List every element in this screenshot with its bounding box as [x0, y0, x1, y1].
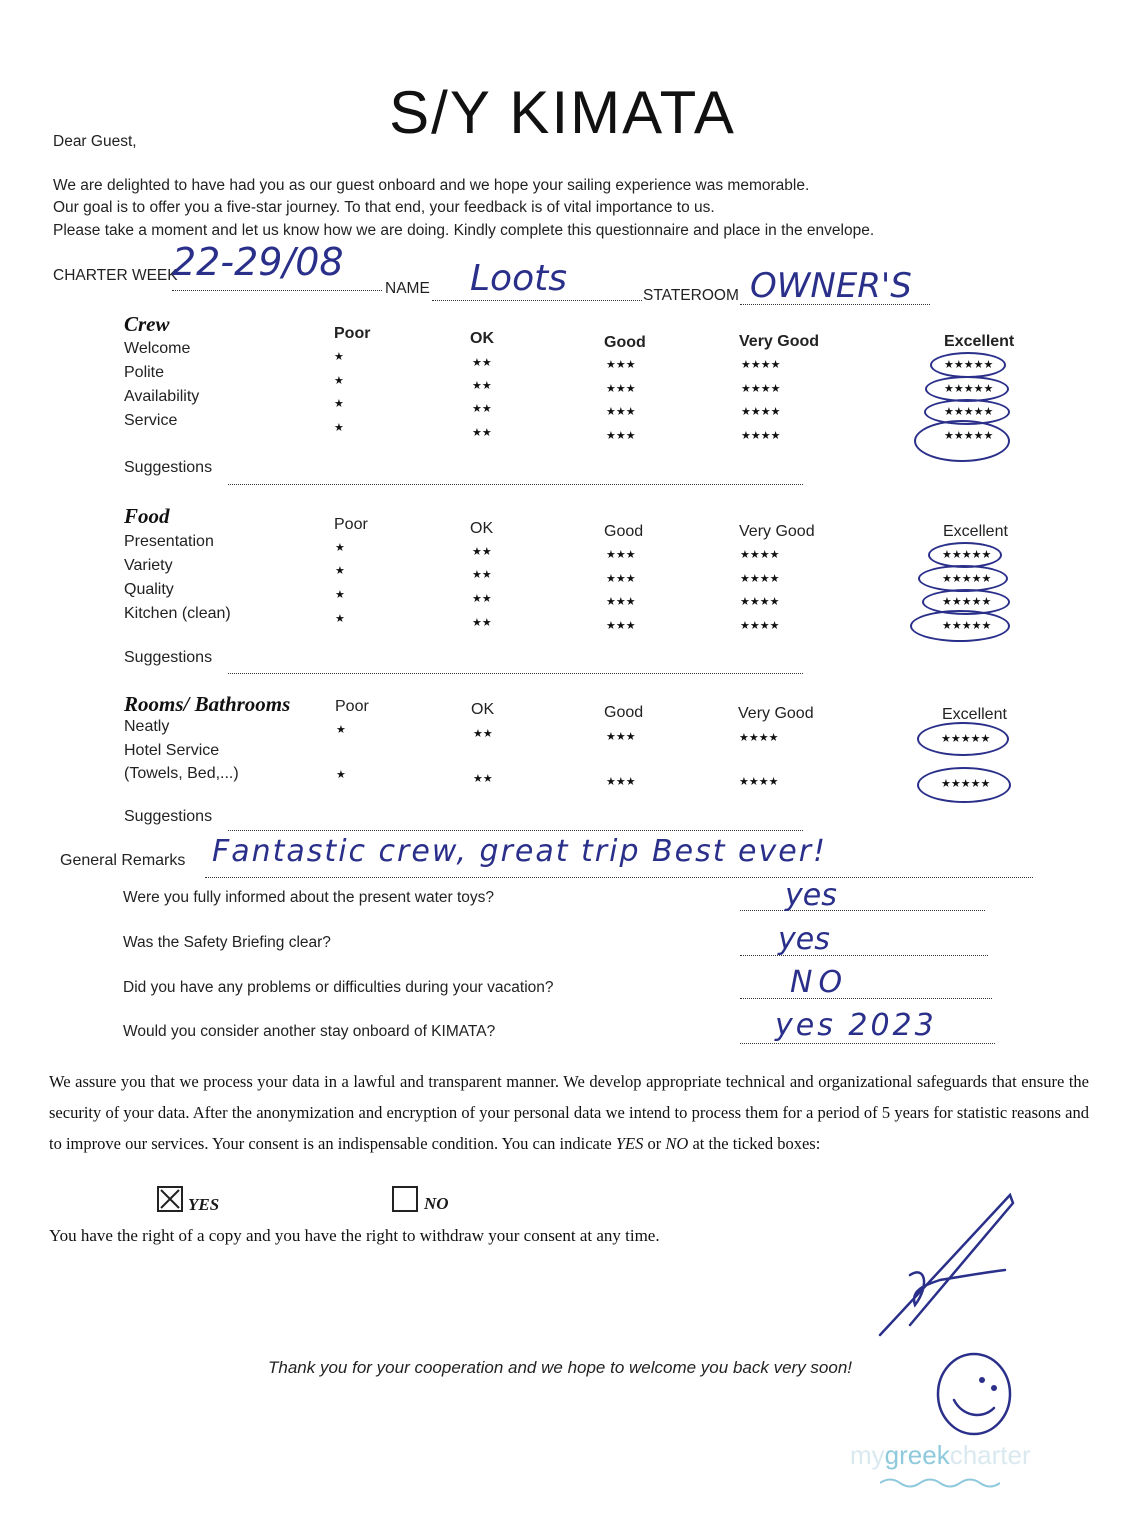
rating-very-good[interactable]: ★★★★: [739, 776, 779, 788]
rating-very-good[interactable]: ★★★★: [741, 359, 781, 371]
stateroom-value[interactable]: OWNER'S: [750, 266, 912, 306]
rating-very-good[interactable]: ★★★★: [740, 596, 780, 608]
form-title: S/Y KIMATA: [389, 79, 736, 146]
rating-poor[interactable]: ★: [334, 375, 344, 387]
rating-ok[interactable]: ★★: [473, 773, 493, 785]
rating-excellent[interactable]: ★★★★★: [941, 733, 991, 745]
row-label-hotel-service: Hotel Service: [124, 742, 220, 759]
rating-excellent[interactable]: ★★★★★: [942, 620, 992, 632]
col-poor: Poor: [334, 516, 368, 533]
row-label-quality: Quality: [124, 581, 174, 598]
checkbox-x-mark-icon: [159, 1188, 181, 1210]
rating-very-good[interactable]: ★★★★: [741, 430, 781, 442]
row-label-welcome: Welcome: [124, 340, 191, 357]
charter-week-line: [172, 290, 382, 291]
col-very-good: Very Good: [738, 705, 814, 722]
col-ok: OK: [470, 330, 494, 347]
col-poor: Poor: [335, 698, 369, 715]
rating-good[interactable]: ★★★: [606, 596, 636, 608]
rating-good[interactable]: ★★★: [606, 731, 636, 743]
question-water-toys: Were you fully informed about the present water toys?: [123, 889, 495, 906]
consent-or: or: [643, 1134, 666, 1153]
consent-tail: at the ticked boxes:: [688, 1134, 821, 1153]
charter-week-value[interactable]: 22-29/08: [172, 240, 344, 284]
suggestions-line-rooms[interactable]: [228, 830, 803, 831]
rating-good[interactable]: ★★★: [606, 383, 636, 395]
rating-poor[interactable]: ★: [335, 613, 345, 625]
answer-another-stay[interactable]: yes 2023: [775, 1008, 937, 1043]
suggestions-label-crew: Suggestions: [124, 459, 213, 476]
selection-circle: [914, 420, 1010, 462]
consent-no-word: NO: [665, 1134, 689, 1153]
name-value[interactable]: Loots: [470, 258, 567, 299]
watermark-prefix: my: [850, 1440, 885, 1470]
suggestions-line-crew[interactable]: [228, 484, 803, 485]
rating-very-good[interactable]: ★★★★: [739, 732, 779, 744]
col-very-good: Very Good: [739, 333, 820, 350]
rating-very-good[interactable]: ★★★★: [740, 573, 780, 585]
selection-circle: [918, 565, 1008, 592]
row-label-presentation: Presentation: [124, 533, 214, 550]
consent-yes-word: YES: [615, 1134, 644, 1153]
rating-excellent[interactable]: ★★★★★: [942, 573, 992, 585]
answer-line: [740, 910, 985, 911]
selection-circle: [917, 722, 1009, 756]
section-title-crew: Crew: [124, 312, 170, 336]
rating-excellent[interactable]: ★★★★★: [944, 359, 994, 371]
rating-good[interactable]: ★★★: [606, 406, 636, 418]
general-remarks-value[interactable]: Fantastic crew, great trip Best ever!: [212, 834, 828, 869]
rating-excellent[interactable]: ★★★★★: [944, 406, 994, 418]
consent-yes-label: YES: [188, 1195, 220, 1214]
row-label-availability: Availability: [124, 388, 200, 405]
row-label-towels-bed: (Towels, Bed,...): [124, 765, 239, 782]
rating-excellent[interactable]: ★★★★★: [942, 549, 992, 561]
thanks-message: Thank you for your cooperation and we hope to welcome you back very soon!: [268, 1358, 853, 1377]
row-label-polite: Polite: [124, 364, 165, 381]
rating-poor[interactable]: ★: [335, 589, 345, 601]
rating-ok[interactable]: ★★: [472, 617, 492, 629]
stateroom-label: STATEROOM: [643, 287, 739, 304]
intro-line-3: Please take a moment and let us know how we are doing. Kindly complete this questionnaire and place in the envelope.: [53, 222, 875, 239]
rating-ok[interactable]: ★★: [472, 380, 492, 392]
general-remarks-label: General Remarks: [60, 852, 186, 869]
rating-ok[interactable]: ★★: [472, 569, 492, 581]
question-another-stay: Would you consider another stay onboard of KIMATA?: [123, 1023, 496, 1040]
name-line: [432, 300, 642, 301]
answer-line: [740, 998, 992, 999]
col-poor: Poor: [334, 325, 371, 342]
intro-line-1: We are delighted to have had you as our guest onboard and we hope your sailing experience was memorable.: [53, 177, 810, 194]
rating-good[interactable]: ★★★: [606, 549, 636, 561]
col-very-good: Very Good: [739, 523, 815, 540]
row-label-variety: Variety: [124, 557, 173, 574]
rating-very-good[interactable]: ★★★★: [740, 549, 780, 561]
suggestions-label-rooms: Suggestions: [124, 808, 213, 825]
suggestions-label-food: Suggestions: [124, 649, 213, 666]
selection-circle: [910, 610, 1010, 642]
rating-very-good[interactable]: ★★★★: [740, 620, 780, 632]
watermark-logo: [850, 1440, 1031, 1471]
answer-water-toys[interactable]: yes: [785, 878, 837, 913]
col-excellent: Excellent: [943, 523, 1008, 540]
rating-poor[interactable]: ★: [334, 398, 344, 410]
col-good: Good: [604, 334, 646, 351]
intro-line-2: Our goal is to offer you a five-star journey. To that end, your feedback is of vital importance to us.: [53, 199, 715, 216]
row-label-service: Service: [124, 412, 178, 429]
rating-ok[interactable]: ★★: [472, 357, 492, 369]
watermark-suffix: charter: [949, 1440, 1031, 1470]
rating-very-good[interactable]: ★★★★: [741, 406, 781, 418]
col-excellent: Excellent: [942, 706, 1007, 723]
watermark-brand: greek: [884, 1440, 950, 1470]
rating-poor[interactable]: ★: [335, 565, 345, 577]
section-title-food: Food: [124, 504, 170, 528]
selection-circle: [917, 767, 1011, 803]
rating-good[interactable]: ★★★: [606, 359, 636, 371]
consent-paragraph: [49, 1066, 1089, 1159]
rating-very-good[interactable]: ★★★★: [741, 383, 781, 395]
col-good: Good: [604, 704, 644, 721]
rating-good[interactable]: ★★★: [606, 430, 636, 442]
col-excellent: Excellent: [944, 333, 1015, 350]
rating-ok[interactable]: ★★: [472, 546, 492, 558]
answer-safety-briefing[interactable]: yes: [778, 922, 830, 957]
row-label-kitchen: Kitchen (clean): [124, 605, 231, 622]
greeting: Dear Guest,: [53, 133, 137, 150]
answer-problems[interactable]: NO: [790, 965, 849, 1000]
rating-excellent[interactable]: ★★★★★: [942, 596, 992, 608]
signature: [870, 1185, 1030, 1345]
consent-no-label: NO: [424, 1194, 449, 1213]
rating-ok[interactable]: ★★: [472, 403, 492, 415]
charter-week-label: CHARTER WEEK: [53, 267, 178, 284]
rating-ok[interactable]: ★★: [472, 593, 492, 605]
rating-poor[interactable]: ★: [334, 351, 344, 363]
rating-poor[interactable]: ★: [335, 542, 345, 554]
rating-poor[interactable]: ★: [336, 724, 346, 736]
name-label: NAME: [385, 280, 430, 297]
row-label-neatly: Neatly: [124, 718, 170, 735]
rating-good[interactable]: ★★★: [606, 776, 636, 788]
rating-ok[interactable]: ★★: [473, 728, 493, 740]
col-ok: OK: [470, 520, 494, 537]
rating-good[interactable]: ★★★: [606, 620, 636, 632]
rating-excellent[interactable]: ★★★★★: [944, 430, 994, 442]
rating-excellent[interactable]: ★★★★★: [944, 383, 994, 395]
question-safety-briefing: Was the Safety Briefing clear?: [123, 934, 331, 951]
watermark-wave-icon: [880, 1476, 1000, 1490]
col-ok: OK: [471, 701, 495, 718]
answer-line: [740, 1043, 995, 1044]
rating-poor[interactable]: ★: [336, 769, 346, 781]
rating-good[interactable]: ★★★: [606, 573, 636, 585]
general-remarks-line: [205, 877, 1033, 878]
selection-circle: [930, 352, 1006, 378]
consent-rights: You have the right of a copy and you have the right to withdraw your consent at any time.: [49, 1226, 660, 1245]
rating-ok[interactable]: ★★: [472, 427, 492, 439]
rating-poor[interactable]: ★: [334, 422, 344, 434]
col-good: Good: [604, 523, 644, 540]
consent-text: We assure you that we process your data in a lawful and transparent manner. We develop appropriate technical and organizational safeguards that ensure the security of your data. After the anonymization and encryption of your personal data we intend to process them for a period of 5 years for statistic reasons and to improve our services. Your consent is an indispensable condition. You can indicate: [49, 1072, 1089, 1153]
consent-no-checkbox[interactable]: [392, 1186, 418, 1212]
suggestions-line-food[interactable]: [228, 673, 803, 674]
consent-yes-checkbox[interactable]: [157, 1186, 183, 1212]
section-title-rooms: Rooms/ Bathrooms: [124, 692, 291, 716]
rating-excellent[interactable]: ★★★★★: [941, 778, 991, 790]
question-problems: Did you have any problems or difficulties during your vacation?: [123, 979, 554, 996]
smiley-face-icon: [932, 1350, 1016, 1438]
